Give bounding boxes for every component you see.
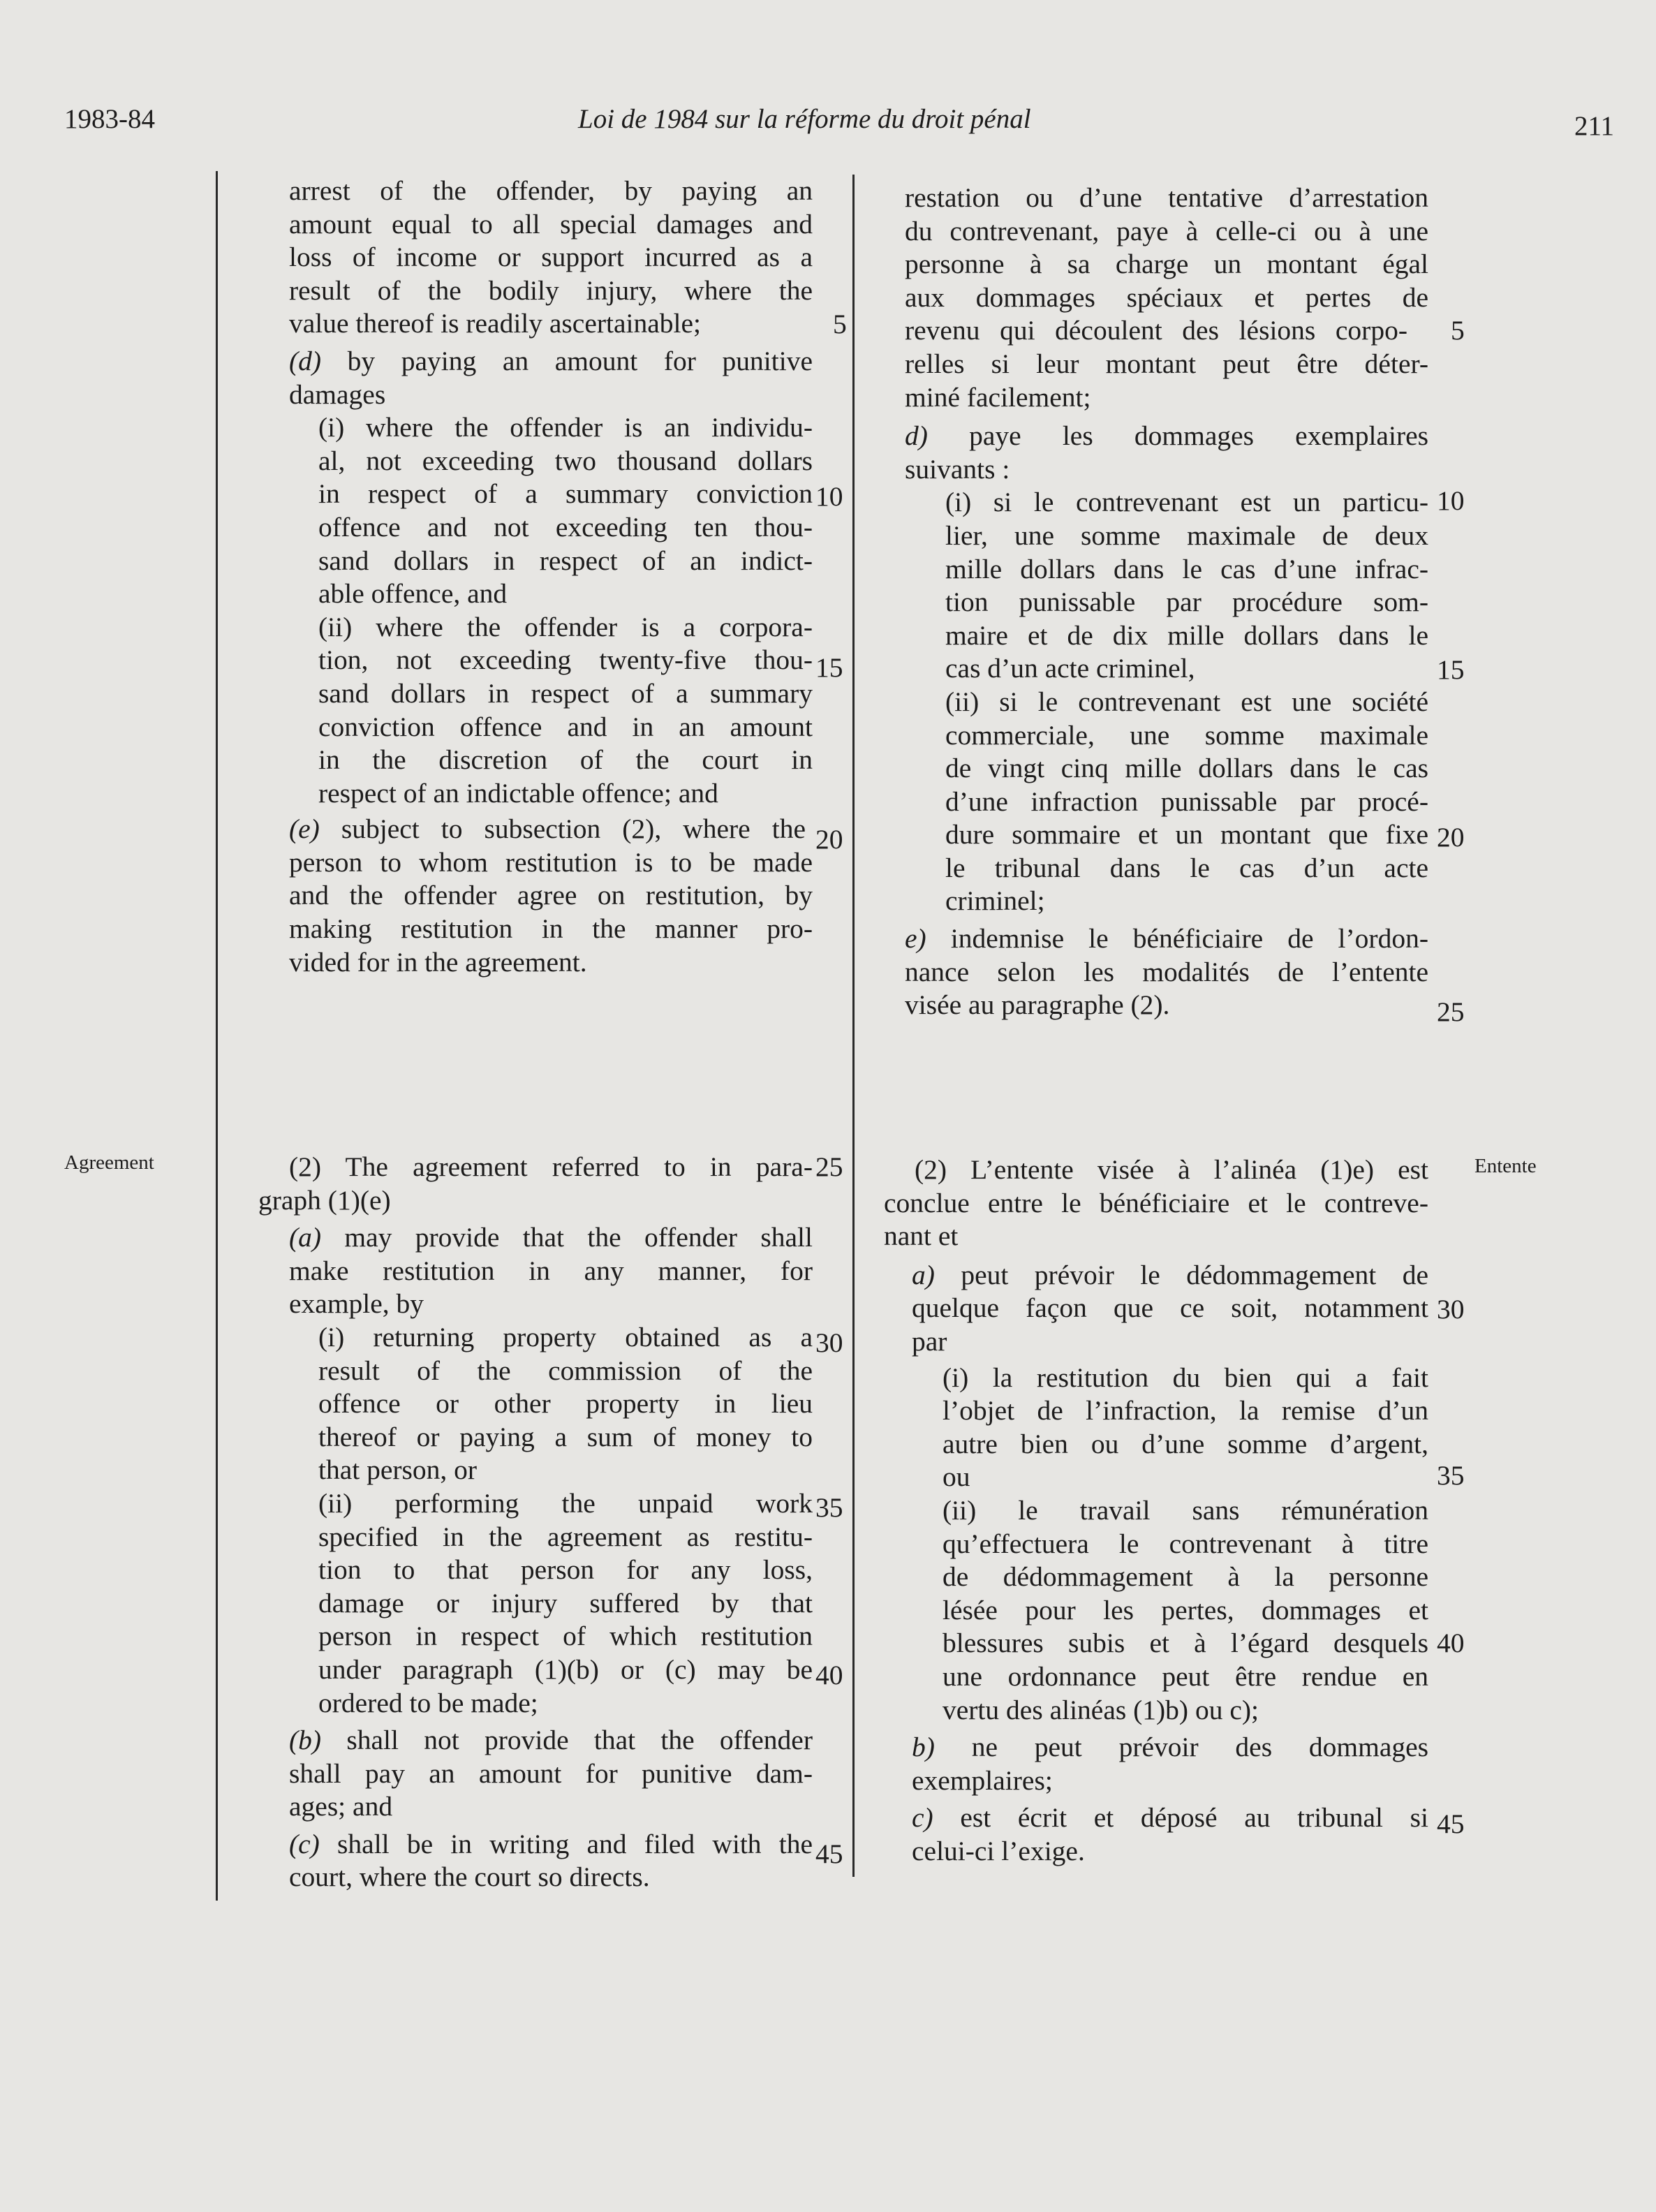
french-bottom-section: [884, 1153, 1428, 1868]
english-line-number-5: 5: [833, 309, 847, 339]
english-paragraph-d: (d) by paying an amount for punitive damages: [289, 345, 813, 410]
french-line-number-40: 40: [1437, 1628, 1465, 1658]
french-line-number-15: 15: [1437, 654, 1465, 685]
french-subsection-2-intro: (2) L’entente visée à l’alinéa (1)e) est conclue entre le bénéficiaire et le contreve- nant et: [884, 1154, 1428, 1252]
english-line-number-15: 15: [815, 652, 843, 683]
french-paragraph-d: d) paye les dommages exemplaires suivants :: [905, 420, 1428, 485]
french-line-number-35: 35: [1437, 1460, 1465, 1491]
english-bottom-section: [258, 1151, 813, 1894]
english-paragraph-c: (c) shall be in writing and filed with the court, where the court so directs.: [289, 1828, 813, 1893]
english-continued-paragraph: arrest of the offender, by paying an amount equal to all special damages and loss of income or support incurred as a result of the bodily injury, where the value thereof is readily ascertainable;: [289, 175, 813, 339]
english-paragraph-e: (e) subject to subsection (2), where the person to whom restitution is to be made and the offender agree on restitution, by making restitution in the manner pro- vided for in the agreement.: [289, 813, 813, 978]
english-subparagraph-d-i: (i) where the offender is an individu- al, not exceeding two thousand dollars in respect of a summary conviction offence and not exceeding ten thou- sand dollars in respect of an indict- able offence, and: [318, 412, 813, 610]
english-subparagraph-a-i: (i) returning property obtained as a result of the commission of the offence or other property in lieu thereof or paying a sum of money to that person, or: [318, 1321, 813, 1486]
header-title: Loi de 1984 sur la réforme du droit pénal: [578, 104, 1031, 134]
french-paragraph-a: a) peut prévoir le dédommagement de quelque façon que ce soit, notamment par: [912, 1259, 1428, 1357]
left-column-rule: [216, 171, 218, 1901]
french-continued-paragraph: restation ou d’une tentative d’arrestation du contrevenant, paye à celle-ci ou à une personne à sa charge un montant égal aux dommages spéciaux et pertes de revenu qui découlent des lésions corpo- relles si leur montant peut être déter- miné facilement;: [905, 182, 1428, 413]
center-column-rule: [852, 175, 855, 1877]
french-subparagraph-d-i: (i) si le contrevenant est un particu- lier, une somme maximale de deux mille dollars dans le cas d’une infrac- tion punissable par procédure som- maire et de dix mille dollars dans le cas d’un acte criminel,: [945, 487, 1428, 684]
french-subparagraph-a-ii: (ii) le travail sans rémunération qu’effectuera le contrevenant à titre de dédommagement à la personne lésée pour les pertes, dommages et blessures subis et à l’égard desquels une ordonnance peut être rendue en vertu des alinéas (1)b) ou c);: [942, 1494, 1428, 1725]
english-line-number-35: 35: [815, 1492, 843, 1523]
header-year: 1983-84: [64, 104, 155, 134]
french-paragraph-b: b) ne peut prévoir des dommages exemplaires;: [912, 1732, 1428, 1796]
french-line-number-5: 5: [1451, 315, 1465, 346]
english-subparagraph-d-ii: (ii) where the offender is a corpora- tion, not exceeding twenty-five thou- sand dollars in respect of a summary conviction offence and in an amount in the discretion of the court in respect of an indictable offence; and: [318, 611, 813, 809]
english-line-number-40: 40: [815, 1660, 843, 1690]
english-line-number-20: 20: [815, 824, 843, 855]
french-paragraph-c: c) est écrit et déposé au tribunal si celui-ci l’exige.: [912, 1802, 1428, 1866]
english-subparagraph-a-ii: (ii) performing the unpaid work specified in the agreement as restitu- tion to that person for any loss, damage or injury suffered by that person in respect of which restitution under paragraph (1)(b) or (c) may be ordered to be made;: [318, 1487, 813, 1718]
french-line-number-20: 20: [1437, 822, 1465, 853]
english-line-number-30: 30: [815, 1327, 843, 1358]
margin-note-agreement: Agreement: [64, 1151, 154, 1174]
english-subsection-2-intro: (2) The agreement referred to in para- graph (1)(e): [258, 1151, 813, 1216]
french-subparagraph-a-i: (i) la restitution du bien qui a fait l’objet de l’infraction, la remise d’un autre bien ou d’une somme d’argent, ou: [942, 1362, 1428, 1493]
page-number: 211: [1574, 111, 1615, 141]
margin-note-entente: Entente: [1474, 1155, 1537, 1177]
english-line-number-10: 10: [815, 481, 843, 512]
french-line-number-30: 30: [1437, 1294, 1465, 1325]
french-line-number-45: 45: [1437, 1808, 1465, 1839]
french-subparagraph-d-ii: (ii) si le contrevenant est une société commerciale, une somme maximale de vingt cinq mille dollars dans le cas d’une infraction punissable par procé- dure sommaire et un montant que fixe le tribunal dans le cas d’un acte criminel;: [945, 686, 1428, 917]
english-top-section: [289, 175, 813, 979]
french-line-number-25: 25: [1437, 996, 1465, 1027]
english-paragraph-b: (b) shall not provide that the offender shall pay an amount for punitive dam- ages; and: [289, 1725, 813, 1822]
english-line-number-25: 25: [815, 1151, 843, 1182]
english-paragraph-a: (a) may provide that the offender shall make restitution in any manner, for example, by: [289, 1222, 813, 1320]
english-line-number-45: 45: [815, 1838, 843, 1869]
french-line-number-10: 10: [1437, 485, 1465, 516]
french-paragraph-e: e) indemnise le bénéficiaire de l’ordon- nance selon les modalités de l’entente visée au paragraphe (2).: [905, 923, 1428, 1021]
french-top-section: [905, 182, 1428, 1022]
